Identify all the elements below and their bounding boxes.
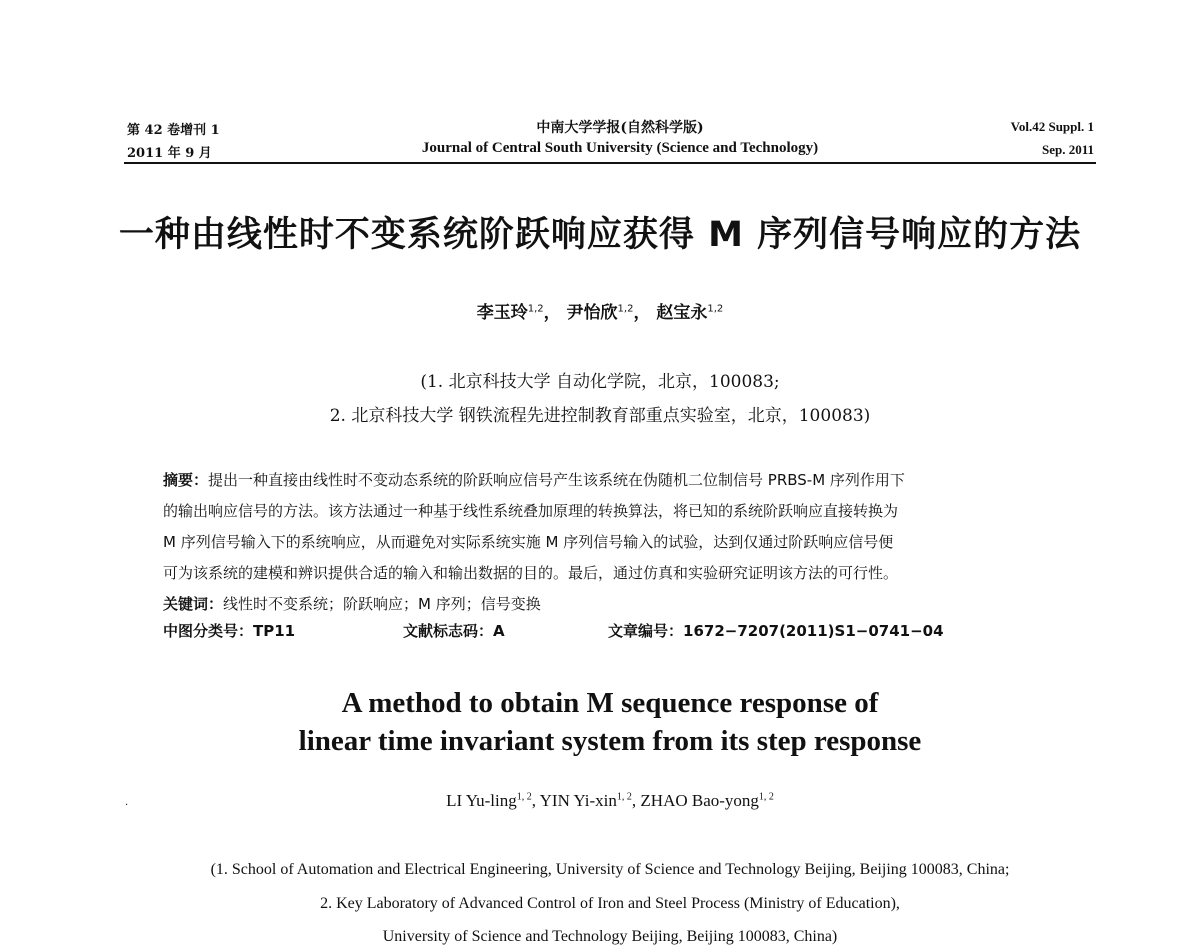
author-list-cn — [300, 298, 900, 323]
article-number-label: 文章编号： — [608, 622, 684, 640]
author-affiliation-mark: 1,2 — [527, 303, 544, 315]
author-affiliation-mark: 1,2 — [617, 303, 634, 315]
journal-date-cn: 2011 年 9 月 — [127, 146, 212, 161]
doc-code-label: 文献标志码： — [403, 622, 494, 640]
author-name-en: ZHAO Bao-yong — [640, 791, 759, 810]
journal-name-cn: 中南大学学报(自然科学版) — [536, 120, 704, 136]
abstract-line — [163, 465, 1063, 496]
author-name-en: LI Yu-ling — [446, 791, 517, 810]
keywords-line — [163, 589, 1063, 620]
abstract-line: 可为该系统的建模和辨识提供合适的输入和输出数据的目的。最后，通过仿真和实验研究证明该方法的可行性。 — [163, 564, 899, 582]
paper-title-en — [200, 684, 1020, 760]
affiliation-cn-1: (1. 北京科技大学 自动化学院，北京，100083; — [420, 372, 780, 392]
clc-label: 中图分类号： — [163, 622, 254, 640]
article-number-value: 1672−7207(2011)S1−0741−04 — [683, 622, 944, 640]
title-en-line-2: linear time invariant system from its step response — [298, 725, 922, 757]
abstract-label: 摘要： — [163, 471, 209, 489]
affiliation-cn-2: 2. 北京科技大学 钢铁流程先进控制教育部重点实验室，北京，100083) — [329, 406, 871, 426]
paper-title-cn: 一种由线性时不变系统阶跃响应获得 M 序列信号响应的方法 — [118, 215, 1082, 255]
abstract-line: 的输出响应信号的方法。该方法通过一种基于线性系统叠加原理的转换算法，将已知的系统阶跃响应直接转换为 — [163, 502, 899, 520]
journal-name-en: Journal of Central South University (Science and Technology) — [421, 140, 819, 156]
journal-volume: 第 42 卷增刊 1 — [127, 123, 220, 138]
clc-value: TP11 — [253, 622, 296, 640]
clc-field — [163, 620, 295, 641]
author-affiliation-mark: 1, 2 — [758, 791, 774, 803]
author-affiliation-mark: 1, 2 — [616, 791, 632, 803]
author-name-cn: 尹怡欣 — [566, 303, 618, 323]
abstract-text: 提出一种直接由线性时不变动态系统的阶跃响应信号产生该系统在伪随机二位制信号 PRBS-M 序列作用下 — [208, 471, 905, 489]
article-number-field — [608, 620, 944, 641]
affiliation-en-3: University of Science and Technology Beijing, Beijing 100083, China) — [382, 928, 838, 945]
title-en-line-1: A method to obtain M sequence response of — [341, 687, 879, 719]
author-separator: ， — [543, 303, 561, 323]
author-separator: , — [531, 791, 540, 810]
author-affiliation-mark: 1, 2 — [516, 791, 532, 803]
author-name-en: YIN Yi-xin — [539, 791, 617, 810]
author-name-cn: 李玉玲 — [476, 303, 528, 323]
keywords-label: 关键词： — [163, 595, 224, 613]
author-separator: ， — [633, 303, 651, 323]
journal-volume-en: Vol.42 Suppl. 1 — [1010, 119, 1094, 134]
author-affiliation-mark: 1,2 — [707, 303, 724, 315]
keywords-text: 线性时不变系统；阶跃响应；M 序列；信号变换 — [223, 595, 541, 613]
author-separator: , — [631, 791, 641, 810]
doc-code-field — [403, 620, 505, 641]
abstract-block — [163, 465, 1063, 620]
affiliation-en-2: 2. Key Laboratory of Advanced Control of Iron and Steel Process (Ministry of Education), — [320, 895, 900, 912]
abstract-line: M 序列信号输入下的系统响应，从而避免对实际系统实施 M 序列信号输入的试验，达到仅通过阶跃响应信号便 — [163, 533, 894, 551]
author-list-en — [300, 791, 920, 811]
author-name-cn: 赵宝永 — [656, 303, 708, 323]
doc-code-value: A — [493, 622, 505, 640]
journal-date-en: Sep. 2011 — [1041, 142, 1094, 157]
stray-mark: · — [125, 800, 129, 811]
header-rule — [124, 162, 1096, 164]
affiliation-en-1: (1. School of Automation and Electrical Engineering, University of Science and Technology Beijing, Beijing 100083, China; — [210, 861, 1010, 878]
